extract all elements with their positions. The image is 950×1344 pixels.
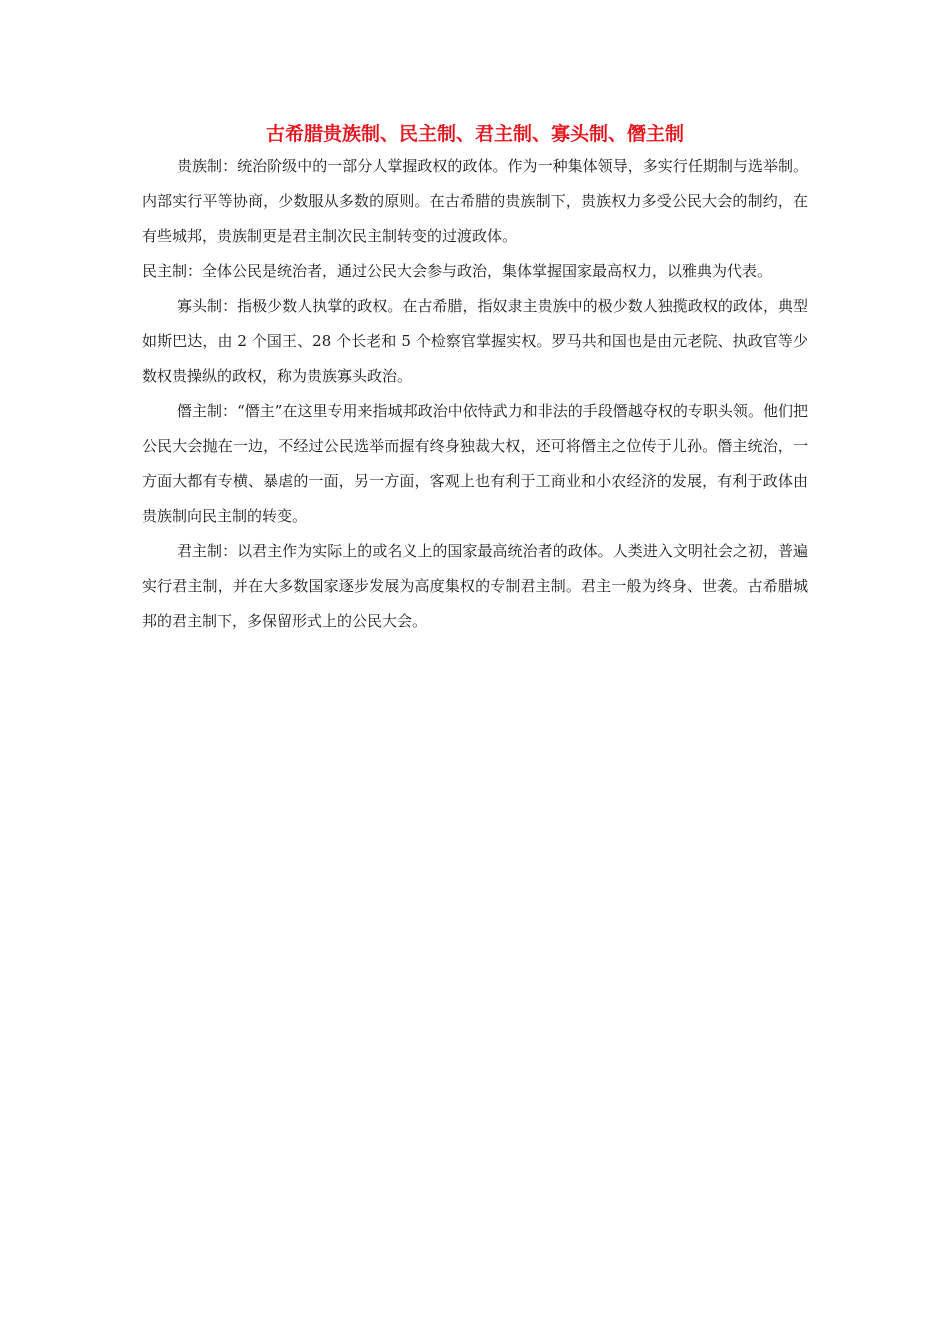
- paragraph-monarchy: 君主制：以君主作为实际上的或名义上的国家最高统治者的政体。人类进入文明社会之初，普遍实行君主制，并在大多数国家逐步发展为高度集权的专制君主制。君主一般为终身、世袭。古希腊城邦的君主制下，多保留形式上的公民大会。: [142, 542, 808, 630]
- paragraph-aristocracy: 贵族制：统治阶级中的一部分人掌握政权的政体。作为一种集体领导，多实行任期制与选举制。内部实行平等协商，少数服从多数的原则。在古希腊的贵族制下，贵族权力多受公民大会的制约，在有些城邦，贵族制更是君主制次民主制转变的过渡政体。: [142, 157, 808, 245]
- paragraph-democracy: 民主制：全体公民是统治者，通过公民大会参与政治，集体掌握国家最高权力，以雅典为代表。: [142, 262, 773, 280]
- paragraph-tyranny: 僭主制：“僭主”在这里专用来指城邦政治中依恃武力和非法的手段僭越夺权的专职头领。他们把公民大会抛在一边，不经过公民选举而握有终身独裁大权，还可将僭主之位传于儿孙。僭主统治，一方面大都有专横、暴虐的一面，另一方面，客观上也有利于工商业和小农经济的发展，有利于政体由贵族制向民主制的转变。: [142, 402, 808, 525]
- document-body: [142, 149, 808, 639]
- paragraph-oligarchy: 寡头制：指极少数人执掌的政权。在古希腊，指奴隶主贵族中的极少数人独揽政权的政体，典型如斯巴达，由 2 个国王、28 个长老和 5 个检察官掌握实权。罗马共和国也是由元老院、执政官等少数权贵操纵的政权，称为贵族寡头政治。: [142, 297, 808, 385]
- document-title: 古希腊贵族制、民主制、君主制、寡头制、僭主制: [265, 123, 684, 145]
